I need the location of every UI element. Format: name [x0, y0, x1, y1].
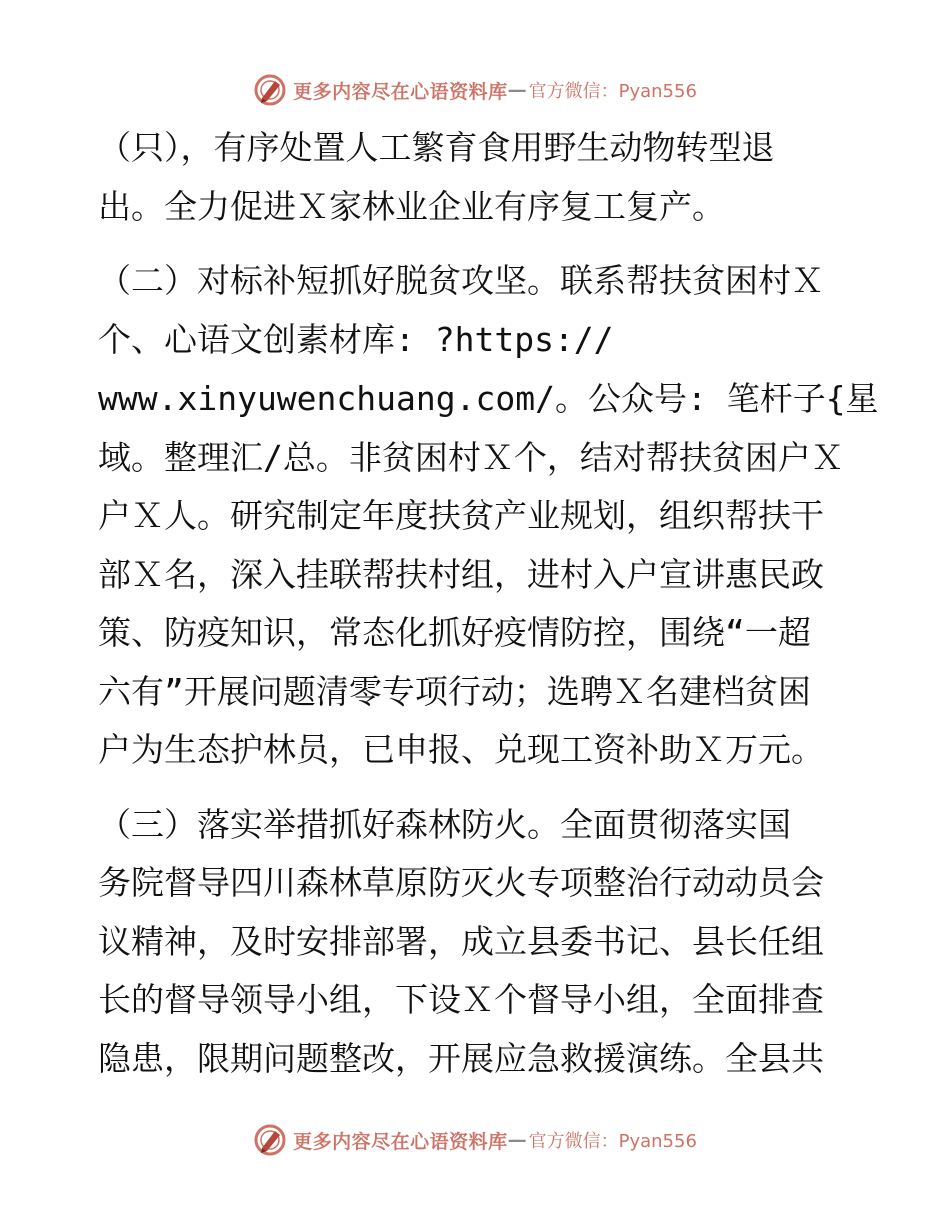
banner-text: 更多内容尽在心语资料库 — [293, 80, 508, 103]
banner-separator: — — [507, 79, 527, 101]
text-line: www.xinyuwenchuang.com/。公众号: 笔杆子{星 — [98, 379, 879, 418]
pen-logo-icon — [253, 1123, 287, 1157]
text-line: 域。整理汇/总。非贫困村Ｘ个，结对帮扶贫困户Ｘ — [98, 438, 844, 477]
text-line: （三）落实举措抓好森林防火。全面贯彻落实国 — [98, 805, 791, 844]
pen-logo-icon — [253, 73, 287, 107]
banner-wechat: 官方微信：Pyan556 — [528, 1131, 697, 1152]
banner-separator: — — [507, 1129, 527, 1151]
text-line: （只），有序处置人工繁育食用野生动物转型退 — [98, 128, 775, 167]
text-line: 务院督导四川森林草原防灭火专项整治行动动员会 — [98, 863, 824, 902]
header-banner — [0, 70, 950, 110]
banner-text: 更多内容尽在心语资料库 — [293, 1130, 508, 1153]
text-line: 六有”开展问题清零专项行动；选聘Ｘ名建档贫困 — [98, 672, 811, 711]
text-line: 出。全力促进Ｘ家林业企业有序复工复产。 — [98, 187, 725, 226]
text-line: （二）对标补短抓好脱贫攻坚。联系帮扶贫困村Ｘ — [98, 261, 824, 300]
text-line: 户为生态护林员，已申报、兑现工资补助Ｘ万元。 — [98, 730, 824, 769]
text-line: 议精神，及时安排部署，成立县委书记、县长任组 — [98, 922, 824, 961]
text-line: 个、心语文创素材库: ?https:// — [98, 320, 614, 359]
text-line: 隐患，限期问题整改，开展应急救援演练。全县共 — [98, 1039, 824, 1078]
text-line: 部Ｘ名，深入挂联帮扶村组，进村入户宣讲惠民政 — [98, 555, 824, 594]
text-line: 长的督导领导小组，下设Ｘ个督导小组，全面排查 — [98, 980, 824, 1019]
text-line: 户Ｘ人。研究制定年度扶贫产业规划，组织帮扶干 — [98, 496, 824, 535]
footer-banner — [0, 1120, 950, 1160]
text-line: 策、防疫知识，常态化抓好疫情防控，围绕“一超 — [98, 613, 811, 652]
banner-wechat: 官方微信：Pyan556 — [528, 81, 697, 102]
